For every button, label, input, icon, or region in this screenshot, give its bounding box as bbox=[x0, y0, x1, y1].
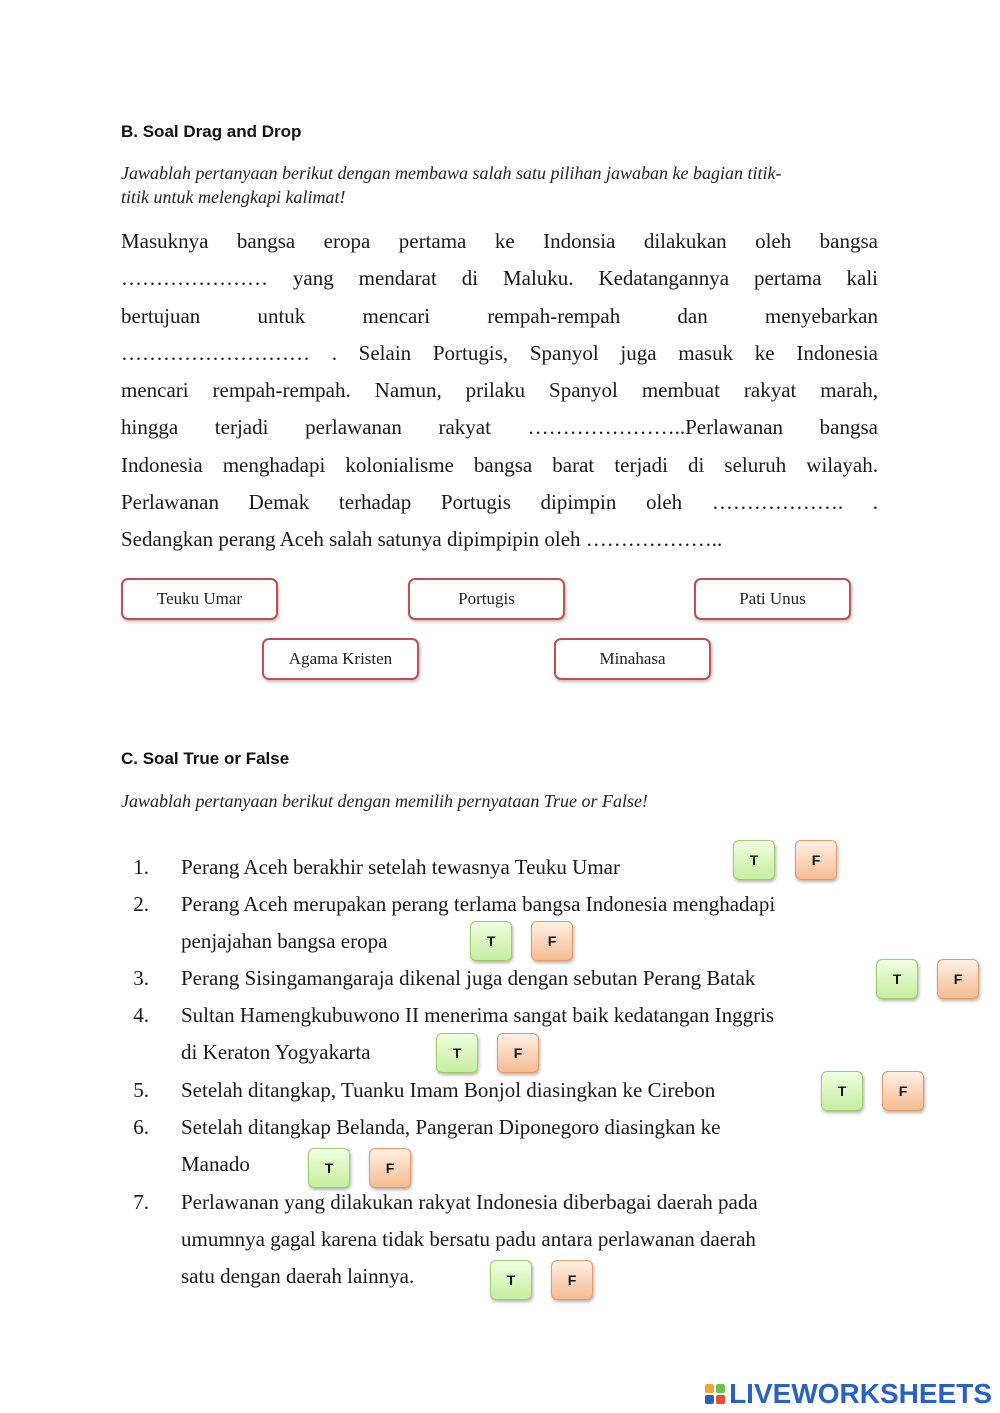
item-text: Setelah ditangkap Belanda, Pangeran Diponegoro diasingkan ke bbox=[181, 1115, 721, 1139]
item-text: Setelah ditangkap, Tuanku Imam Bonjol diasingkan ke Cirebon bbox=[181, 1078, 716, 1102]
list-item bbox=[121, 849, 991, 886]
option-agama-kristen[interactable]: Agama Kristen bbox=[262, 638, 419, 680]
item-number: 1. bbox=[133, 855, 149, 879]
item-3-true-button[interactable]: T bbox=[876, 959, 918, 999]
item-text: Perlawanan yang dilakukan rakyat Indonesia diberbagai daerah pada bbox=[181, 1190, 758, 1214]
item-1-false-button[interactable]: F bbox=[795, 840, 837, 880]
section-b-instruction-line-2: titik untuk melengkapi kalimat! bbox=[121, 187, 346, 207]
paragraph-line: mencari rempah-rempah. Namun, prilaku Spanyol membuat rakyat marah, bbox=[121, 378, 878, 403]
item-3-false-button[interactable]: F bbox=[937, 959, 979, 999]
item-text: umumnya gagal karena tidak bersatu padu antara perlawanan daerah bbox=[181, 1227, 756, 1251]
section-c-instruction: Jawablah pertanyaan berikut dengan memilih pernyataan True or False! bbox=[121, 791, 648, 811]
item-text: Sultan Hamengkubuwono II menerima sangat baik kedatangan Inggris bbox=[181, 1003, 775, 1027]
item-number: 7. bbox=[133, 1190, 149, 1214]
paragraph-line: Masuknya bangsa eropa pertama ke Indonsia dilakukan oleh bangsa bbox=[121, 229, 878, 253]
item-7-true-button[interactable]: T bbox=[490, 1260, 532, 1300]
paragraph-line: ………………… yang mendarat di Maluku. Kedatangannya pertama kali bbox=[121, 266, 878, 291]
item-number: 2. bbox=[133, 892, 149, 916]
item-text: Perang Sisingamangaraja dikenal juga dengan sebutan Perang Batak bbox=[181, 966, 756, 990]
item-text: penjajahan bangsa eropa bbox=[181, 929, 388, 953]
item-number: 3. bbox=[133, 966, 149, 990]
list-item bbox=[121, 997, 991, 1071]
list-item bbox=[121, 960, 991, 997]
section-c-heading: C. Soal True or False bbox=[121, 749, 290, 768]
item-7-false-button[interactable]: F bbox=[551, 1260, 593, 1300]
liveworksheets-logo bbox=[705, 1378, 992, 1410]
paragraph-line: bertujuan untuk mencari rempah-rempah dan menyebarkan bbox=[121, 303, 878, 328]
item-5-false-button[interactable]: F bbox=[882, 1071, 924, 1111]
item-number: 6. bbox=[133, 1115, 149, 1139]
item-text: Perang Aceh merupakan perang terlama bangsa Indonesia menghadapi bbox=[181, 892, 776, 916]
paragraph-line: ……………………… . Selain Portugis, Spanyol juga masuk ke Indonesia bbox=[121, 340, 878, 365]
liveworksheets-logo-icon bbox=[705, 1384, 725, 1404]
item-6-true-button[interactable]: T bbox=[308, 1148, 350, 1188]
item-5-true-button[interactable]: T bbox=[821, 1071, 863, 1111]
paragraph-line: hingga terjadi perlawanan rakyat …………………..Perlawanan bangsa bbox=[121, 415, 878, 440]
item-2-true-button[interactable]: T bbox=[470, 921, 512, 961]
option-portugis[interactable]: Portugis bbox=[408, 578, 565, 620]
paragraph-line: Sedangkan perang Aceh salah satunya dipimpipin oleh ……………….. bbox=[121, 527, 723, 552]
option-teuku-umar[interactable]: Teuku Umar bbox=[121, 578, 278, 620]
item-text: satu dengan daerah lainnya. bbox=[181, 1264, 415, 1288]
paragraph-line: Indonesia menghadapi kolonialisme bangsa barat terjadi di seluruh wilayah. bbox=[121, 452, 878, 477]
item-4-false-button[interactable]: F bbox=[497, 1033, 539, 1073]
item-number: 5. bbox=[133, 1078, 149, 1102]
item-number: 4. bbox=[133, 1003, 149, 1027]
item-text: Manado bbox=[181, 1152, 250, 1176]
option-pati-unus[interactable]: Pati Unus bbox=[694, 578, 851, 620]
item-4-true-button[interactable]: T bbox=[436, 1033, 478, 1073]
option-minahasa[interactable]: Minahasa bbox=[554, 638, 711, 680]
section-b-heading: B. Soal Drag and Drop bbox=[121, 122, 302, 141]
paragraph-line: Perlawanan Demak terhadap Portugis dipimpin oleh ………………. . bbox=[121, 490, 878, 515]
true-false-list bbox=[121, 0, 991, 1413]
item-text: di Keraton Yogyakarta bbox=[181, 1040, 371, 1064]
list-item bbox=[121, 1109, 991, 1183]
item-2-false-button[interactable]: F bbox=[531, 921, 573, 961]
section-b-instruction-line-1: Jawablah pertanyaan berikut dengan membawa salah satu pilihan jawaban ke bagian titik- bbox=[121, 163, 782, 183]
item-6-false-button[interactable]: F bbox=[369, 1148, 411, 1188]
item-text: Perang Aceh berakhir setelah tewasnya Teuku Umar bbox=[181, 855, 620, 879]
liveworksheets-logo-text: LIVEWORKSHEETS bbox=[729, 1378, 992, 1409]
item-1-true-button[interactable]: T bbox=[733, 840, 775, 880]
